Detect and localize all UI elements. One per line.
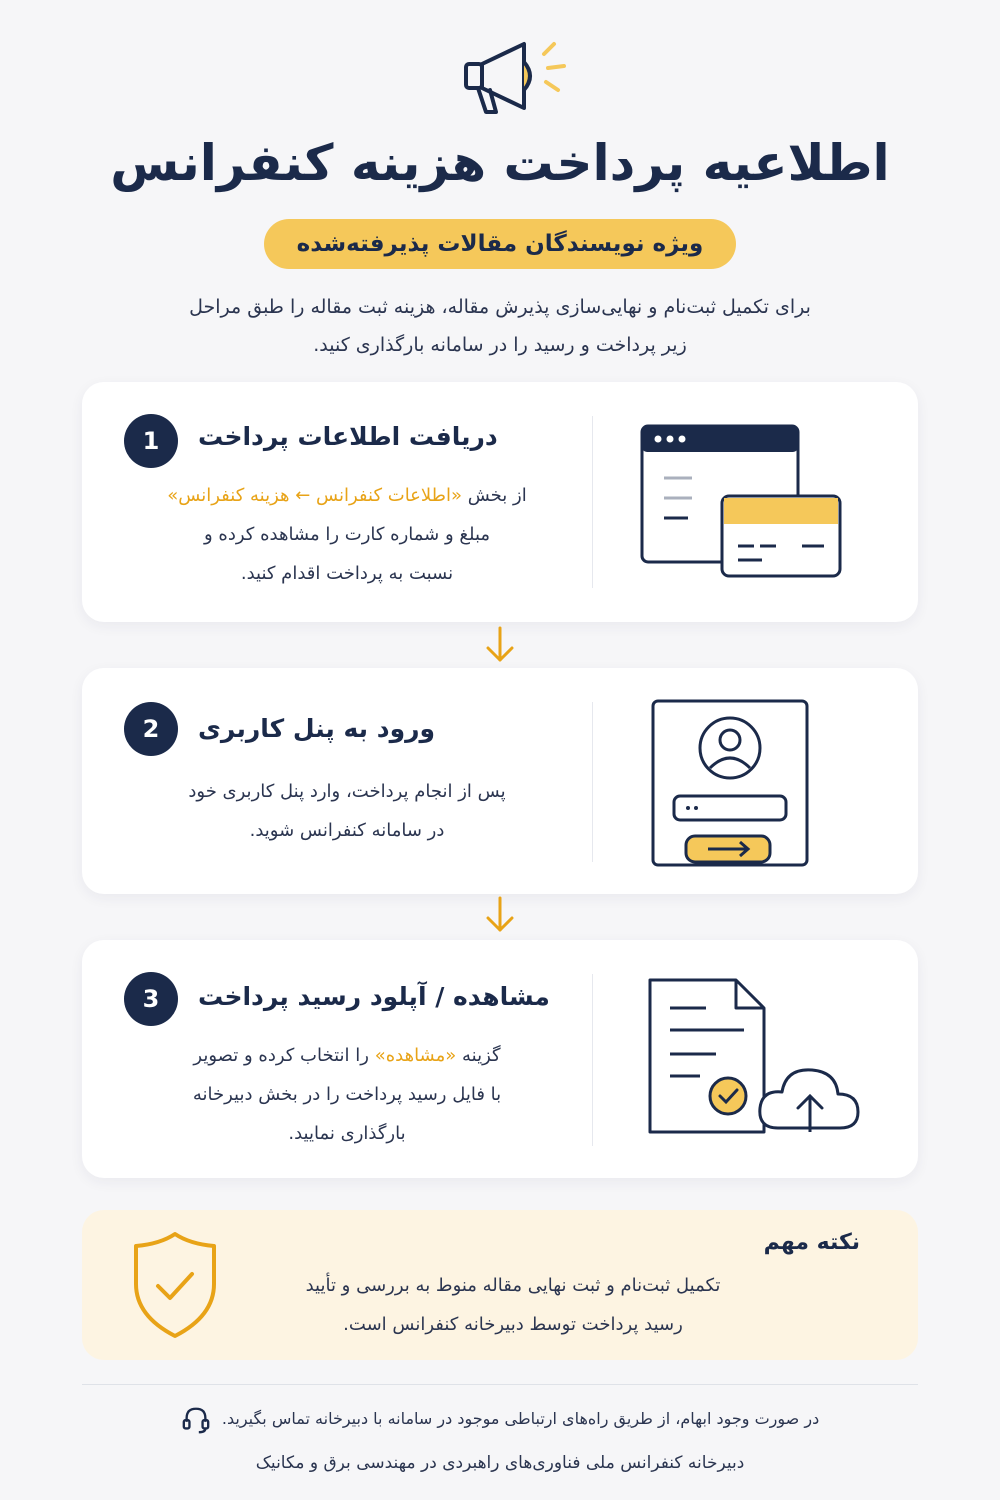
note-line: رسید پرداخت توسط دبیرخانه کنفرانس است. [343,1314,683,1335]
step-title: مشاهده / آپلود رسید پرداخت [198,982,550,1011]
option-highlight: «مشاهده» [374,1045,457,1066]
step-line-prefix: گزینه [456,1045,501,1066]
step-card-1 [82,382,918,622]
menu-path-highlight: «اطلاعات کنفرانس ← هزینه کنفرانس» [167,485,463,506]
step-description [132,772,562,850]
step-line-prefix: از بخش [462,485,527,506]
arrow-down-icon [482,624,518,668]
step-line: بارگذاری نمایید. [288,1123,406,1144]
intro-line: برای تکمیل ثبت‌نام و نهایی‌سازی پذیرش مقاله، هزینه ثبت مقاله را طبق مراحل [189,296,811,318]
note-body [278,1266,748,1344]
note-title: نکته مهم [763,1230,860,1255]
login-panel-icon [650,698,810,868]
step-number: 1 [124,414,178,468]
important-note [82,1210,918,1360]
page-title: اطلاعیه پرداخت هزینه کنفرانس [110,134,890,192]
contact-text: در صورت وجود ابهام، از طریق راه‌های ارتباطی موجود در سامانه با دبیرخانه تماس بگیرید. [221,1409,820,1428]
step-line: با فایل رسید پرداخت را در بخش دبیرخانه [192,1084,502,1105]
browser-card-icon [638,422,848,582]
step-number: 2 [124,702,178,756]
footer-organization: دبیرخانه کنفرانس ملی فناوری‌های راهبردی در مهندسی برق و مکانیک [255,1453,745,1473]
step-line [132,1036,562,1075]
headset-icon [181,1405,211,1435]
card-divider [592,416,593,588]
footer-contact [140,1402,860,1436]
step-line: پس از انجام پرداخت، وارد پنل کاربری خود [188,781,506,802]
step-line: نسبت به پرداخت اقدام کنید. [240,563,454,584]
intro-text [110,288,890,364]
step-line: در سامانه کنفرانس شوید. [249,820,445,841]
intro-line: زیر پرداخت و رسید را در سامانه بارگذاری کنید. [313,334,687,356]
note-line: تکمیل ثبت‌نام و ثبت نهایی مقاله منوط به بررسی و تأیید [305,1275,721,1296]
step-line-suffix: را انتخاب کرده و تصویر [193,1045,375,1066]
footer-divider [82,1384,918,1385]
shield-check-icon [130,1230,220,1340]
step-number: 3 [124,972,178,1026]
step-card-2 [82,668,918,894]
step-description [132,476,562,593]
step-line: مبلغ و شماره کارت را مشاهده کرده و [203,524,491,545]
step-line [132,476,562,515]
step-card-3 [82,940,918,1178]
megaphone-icon [452,36,572,120]
step-title: ورود به پنل کاربری [198,714,436,743]
card-divider [592,974,593,1146]
arrow-down-icon [482,894,518,938]
card-divider [592,702,593,862]
audience-badge: ویژه نویسندگان مقالات پذیرفته‌شده [264,219,736,269]
step-description [132,1036,562,1153]
step-title: دریافت اطلاعات پرداخت [198,422,498,451]
document-upload-icon [644,976,864,1136]
